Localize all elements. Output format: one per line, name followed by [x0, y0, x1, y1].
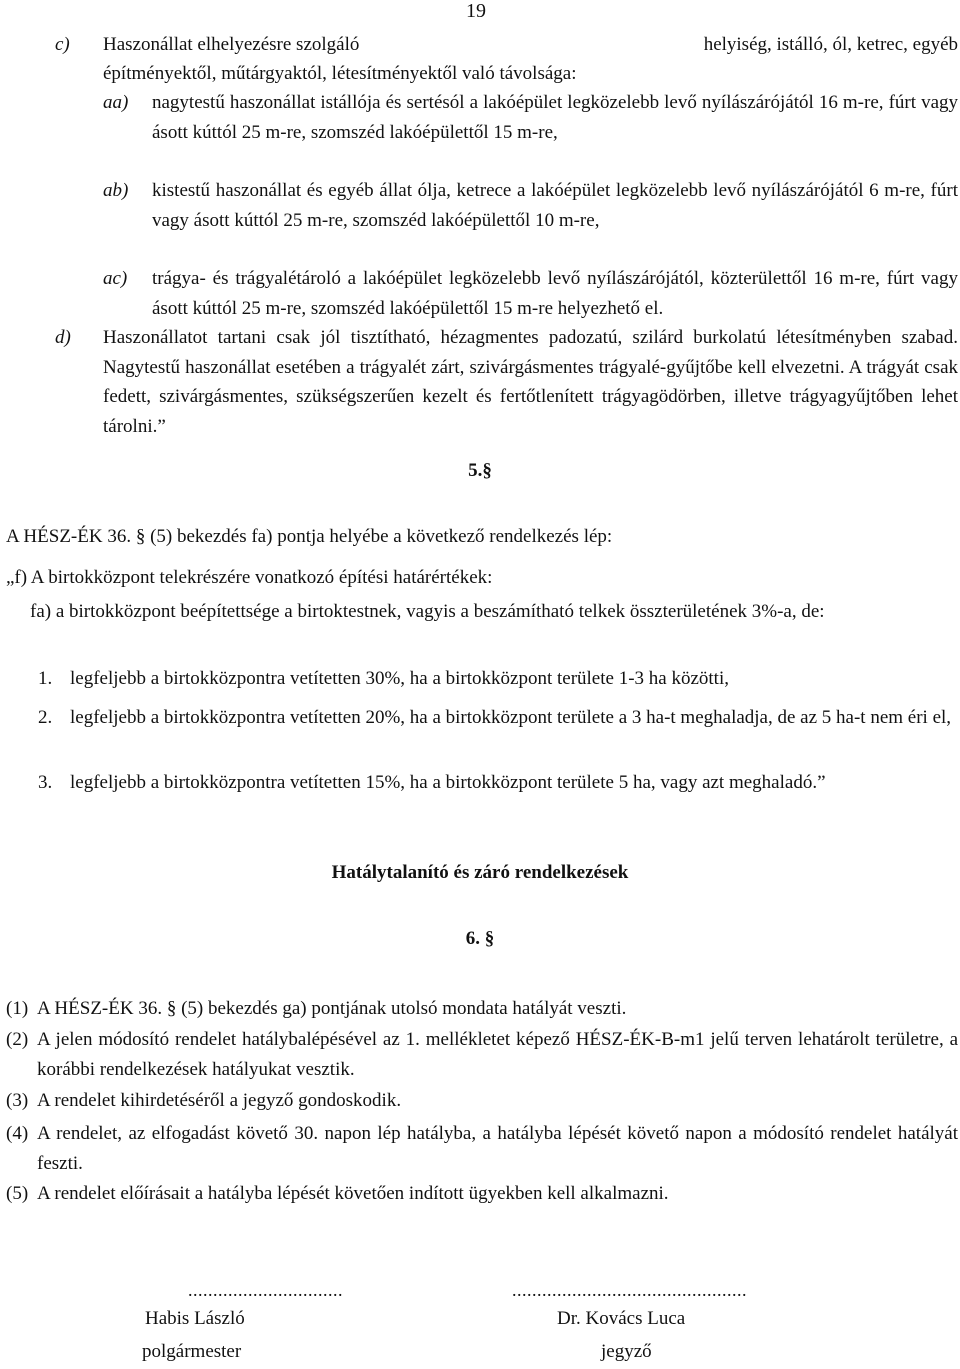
- final-text-1: A HÉSZ-ÉK 36. § (5) bekezdés ga) pontjának utolsó mondata hatályát veszti.: [37, 998, 627, 1019]
- item-ab-label: ab): [103, 180, 129, 201]
- final-text-4: A rendelet, az elfogadást követő 30. napon lép hatályba, a hatályba lépését követő napon a módosító rendelet hatályát feszti.: [37, 1123, 958, 1174]
- item-aa-text: nagytestű haszonállat istállója és sertésól a lakóépület legközelebb levő nyílászárójától 16 m-re, fúrt vagy ásott kúttól 25 m-re, szomszéd lakóépülettől 15 m-re,: [152, 92, 958, 143]
- list-num-1: 1.: [38, 668, 53, 689]
- section-c-line1-b: helyiség, istálló, ól, ketrec, egyéb: [703, 34, 958, 55]
- signature-line-right: ...............................................: [512, 1280, 747, 1300]
- list-text-1: legfeljebb a birtokközpontra vetítetten 30%, ha a birtokközpont területe 1-3 ha közötti,: [70, 668, 729, 689]
- page-number: 19: [466, 0, 486, 22]
- section-c-line1-a: Haszonállat elhelyezésre szolgáló: [103, 34, 360, 55]
- final-num-1: (1): [6, 998, 29, 1019]
- signature-line-left: ...............................: [188, 1280, 343, 1300]
- heading-final: Hatálytalanító és záró rendelkezések: [331, 862, 629, 883]
- section-c-line2: építményektől, műtárgyaktól, létesítményektől való távolsága:: [103, 63, 577, 84]
- final-text-2: A jelen módosító rendelet hatálybalépésével az 1. mellékletet képező HÉSZ-ÉK-B-m1 jelű terven lehatárolt területre, a korábbi rendelkezések hatályukat vesztik.: [37, 1029, 958, 1080]
- heading-6: 6. §: [465, 928, 495, 949]
- final-num-4: (4): [6, 1123, 29, 1144]
- signature-title-right: jegyző: [601, 1341, 652, 1362]
- list-text-2: legfeljebb a birtokközpontra vetítetten 20%, ha a birtokközpont területe a 3 ha-t meghaladja, de az 5 ha-t nem éri el,: [70, 707, 952, 728]
- item-aa-label: aa): [103, 92, 129, 113]
- final-num-3: (3): [6, 1090, 29, 1111]
- signature-name-right: Dr. Kovács Luca: [557, 1308, 686, 1329]
- item-ab-text: kistestű haszonállat és egyéb állat ólja, ketrece a lakóépület legközelebb levő nyílászárójától 6 m-re, fúrt vagy ásott kúttól 25 m-re, szomszéd lakóépülettől 10 m-re,: [152, 180, 958, 231]
- final-num-5: (5): [6, 1183, 29, 1204]
- paragraph-f: „f) A birtokközpont telekrészére vonatkozó építési határértékek:: [6, 567, 493, 588]
- signature-name-left: Habis László: [145, 1308, 245, 1329]
- final-text-5: A rendelet előírásait a hatályba lépését követően indított ügyekben kell alkalmazni.: [37, 1183, 669, 1204]
- section-d-label: d): [55, 327, 71, 348]
- section-c-label: c): [55, 34, 70, 55]
- list-num-3: 3.: [38, 772, 53, 793]
- item-ac-text: trágya- és trágyalétároló a lakóépület legközelebb levő nyílászárójától, közterülettől 16 m-re, fúrt vagy ásott kúttól 25 m-re, szomszéd lakóépülettől 15 m-re helyezhető el.: [152, 268, 958, 319]
- list-text-3: legfeljebb a birtokközpontra vetítetten 15%, ha a birtokközpont területe 5 ha, vagy azt meghaladó.”: [70, 772, 826, 793]
- signature-title-left: polgármester: [142, 1341, 242, 1362]
- final-text-3: A rendelet kihirdetéséről a jegyző gondoskodik.: [37, 1090, 402, 1111]
- paragraph-intro: A HÉSZ-ÉK 36. § (5) bekezdés fa) pontja helyébe a következő rendelkezés lép:: [6, 526, 613, 547]
- heading-5: 5.§: [468, 460, 492, 481]
- section-d-text: Haszonállatot tartani csak jól tisztítható, hézagmentes padozatú, szilárd burkolatú létesítményben szabad. Nagytestű haszonállat esetében a trágyalét zárt, szivárgásmentes trágyalé-gyűjtőbe kell elvezetni. A trágyát csak fedett, szivárgásmentes, szükségszerűen kezelt és fertőtlenített trágyagödörben, illetve trágyagyűjtőben lehet tárolni.”: [103, 327, 958, 437]
- final-num-2: (2): [6, 1029, 29, 1050]
- paragraph-fa: fa) a birtokközpont beépítettsége a birtoktestnek, vagyis a beszámítható telkek összterületének 3%-a, de:: [30, 601, 825, 622]
- item-ac-label: ac): [103, 268, 128, 289]
- list-num-2: 2.: [38, 707, 53, 728]
